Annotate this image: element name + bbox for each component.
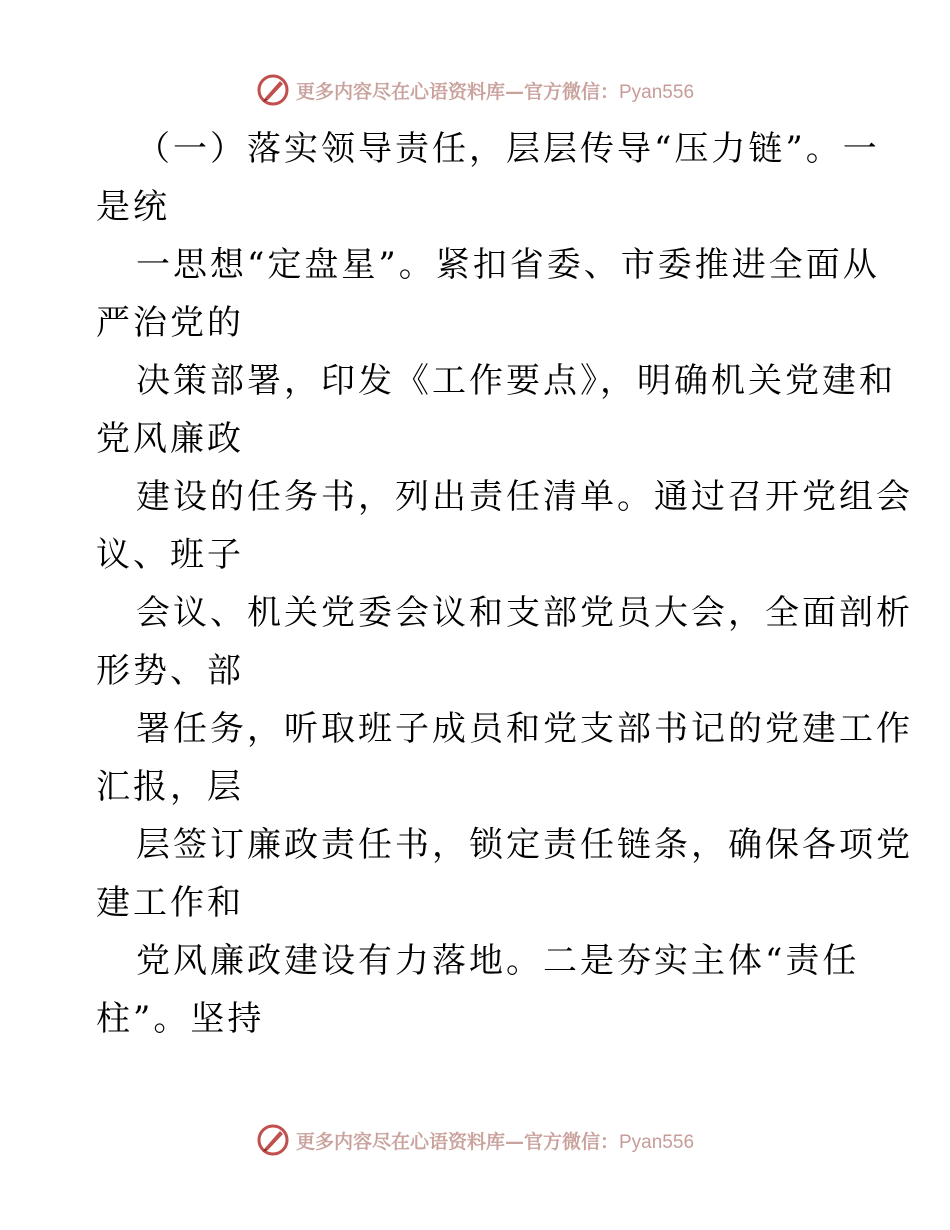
text-line: 一思想“定盘星”。紧扣省委、市委推进全面从 bbox=[136, 245, 880, 285]
text-line: 建设的任务书，列出责任清单。通过召开党组会 bbox=[136, 477, 913, 517]
text-line: 党风廉政建设有力落地。二是夯实主体“责任 bbox=[136, 941, 860, 981]
text-line: （一）落实领导责任，层层传导“压力链”。一 bbox=[136, 129, 880, 169]
text-line: 建工作和 bbox=[96, 883, 244, 923]
document-body bbox=[96, 120, 913, 1048]
text-line: 汇报，层 bbox=[96, 767, 244, 807]
text-line: 形势、部 bbox=[96, 651, 244, 691]
text-line: 是统 bbox=[96, 187, 170, 227]
banner-text-cn: 更多内容尽在心语资料库—官方微信： bbox=[295, 80, 619, 103]
banner-wechat-id: Pyan556 bbox=[619, 1131, 695, 1153]
banner-text-cn: 更多内容尽在心语资料库—官方微信： bbox=[295, 1130, 619, 1153]
text-line: 层签订廉政责任书，锁定责任链条，确保各项党 bbox=[136, 825, 913, 865]
text-line: 署任务，听取班子成员和党支部书记的党建工作 bbox=[136, 709, 913, 749]
banner-text bbox=[296, 77, 694, 104]
header-banner bbox=[0, 70, 950, 110]
text-line: 党风廉政 bbox=[96, 419, 244, 459]
text-line: 会议、机关党委会议和支部党员大会，全面剖析 bbox=[136, 593, 913, 633]
text-line: 决策部署，印发《工作要点》，明确机关党建和 bbox=[136, 361, 896, 401]
text-line: 严治党的 bbox=[96, 303, 244, 343]
text-line: 议、班子 bbox=[96, 535, 244, 575]
footer-banner bbox=[0, 1120, 950, 1160]
text-line: 柱”。坚持 bbox=[96, 999, 265, 1039]
pen-logo-icon bbox=[256, 73, 290, 107]
pen-logo-icon bbox=[256, 1123, 290, 1157]
banner-text bbox=[296, 1127, 694, 1154]
banner-wechat-id: Pyan556 bbox=[619, 81, 695, 103]
